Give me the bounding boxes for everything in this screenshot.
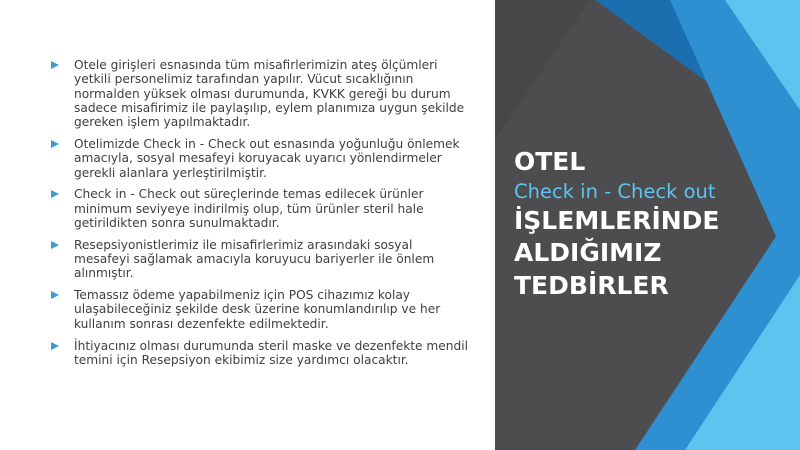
title-subtitle: Check in - Check out bbox=[514, 179, 716, 203]
title-line-tedbirler: TEDBİRLER bbox=[514, 270, 669, 300]
bullet-item bbox=[50, 58, 470, 129]
title-line-islemlerinde: İŞLEMLERİNDE bbox=[514, 205, 720, 235]
slide-title bbox=[514, 146, 794, 302]
bullet-item bbox=[50, 238, 470, 281]
bullet-item bbox=[50, 187, 470, 230]
bullet-text: Check in - Check out süreçlerinde temas edilecek ürünler minimum seviyeye indirilmiş olup, tüm ürünler steril hale getirildikten sonra sunulmaktadır. bbox=[74, 187, 424, 230]
triangle-bullet-icon bbox=[51, 140, 59, 148]
bullet-item bbox=[50, 288, 470, 331]
bullet-item bbox=[50, 339, 470, 368]
bullet-text: Otelimizde Check in - Check out esnasında yoğunluğu önlemek amacıyla, sosyal mesafeyi koruyacak uyarıcı yönlendirmeler gerekli alanlara yerleştirilmiştir. bbox=[74, 136, 460, 180]
triangle-bullet-icon bbox=[51, 291, 59, 299]
triangle-bullet-icon bbox=[51, 61, 59, 69]
triangle-bullet-icon bbox=[51, 342, 59, 350]
title-line-aldigimiz: ALDIĞIMIZ bbox=[514, 238, 662, 267]
bullet-text: Resepsiyonistlerimiz ile misafirlerimiz arasındaki sosyal mesafeyi sağlamak amacıyla koruyucu bariyerler ile önlem alınmıştır. bbox=[74, 237, 435, 281]
bullet-item bbox=[50, 137, 470, 180]
triangle-bullet-icon bbox=[51, 190, 59, 198]
triangle-bullet-icon bbox=[51, 241, 59, 249]
bullet-text: Otele girişleri esnasında tüm misafirlerimizin ateş ölçümleri yetkili personelimiz tarafından yapılır. Vücut sıcaklığının normalden yüksek olması durumunda, KVKK gereği bu durum sadece misafirimiz ile paylaşılıp, eylem planımıza uygun şekilde gereken işlem yapılmaktadır. bbox=[74, 58, 465, 130]
bullet-list bbox=[50, 58, 470, 375]
bullet-text: İhtiyacınız olması durumunda steril maske ve dezenfekte mendil temini için Resepsiyon ekibimiz size yardımcı olacaktır. bbox=[74, 338, 469, 367]
bullet-text: Temassız ödeme yapabilmeniz için POS cihazımız kolay ulaşabileceğiniz şekilde desk üzerine konumlandırılıp ve her kullanım sonrası dezenfekte edilmektedir. bbox=[74, 288, 441, 331]
title-line-otel: OTEL bbox=[514, 147, 586, 176]
